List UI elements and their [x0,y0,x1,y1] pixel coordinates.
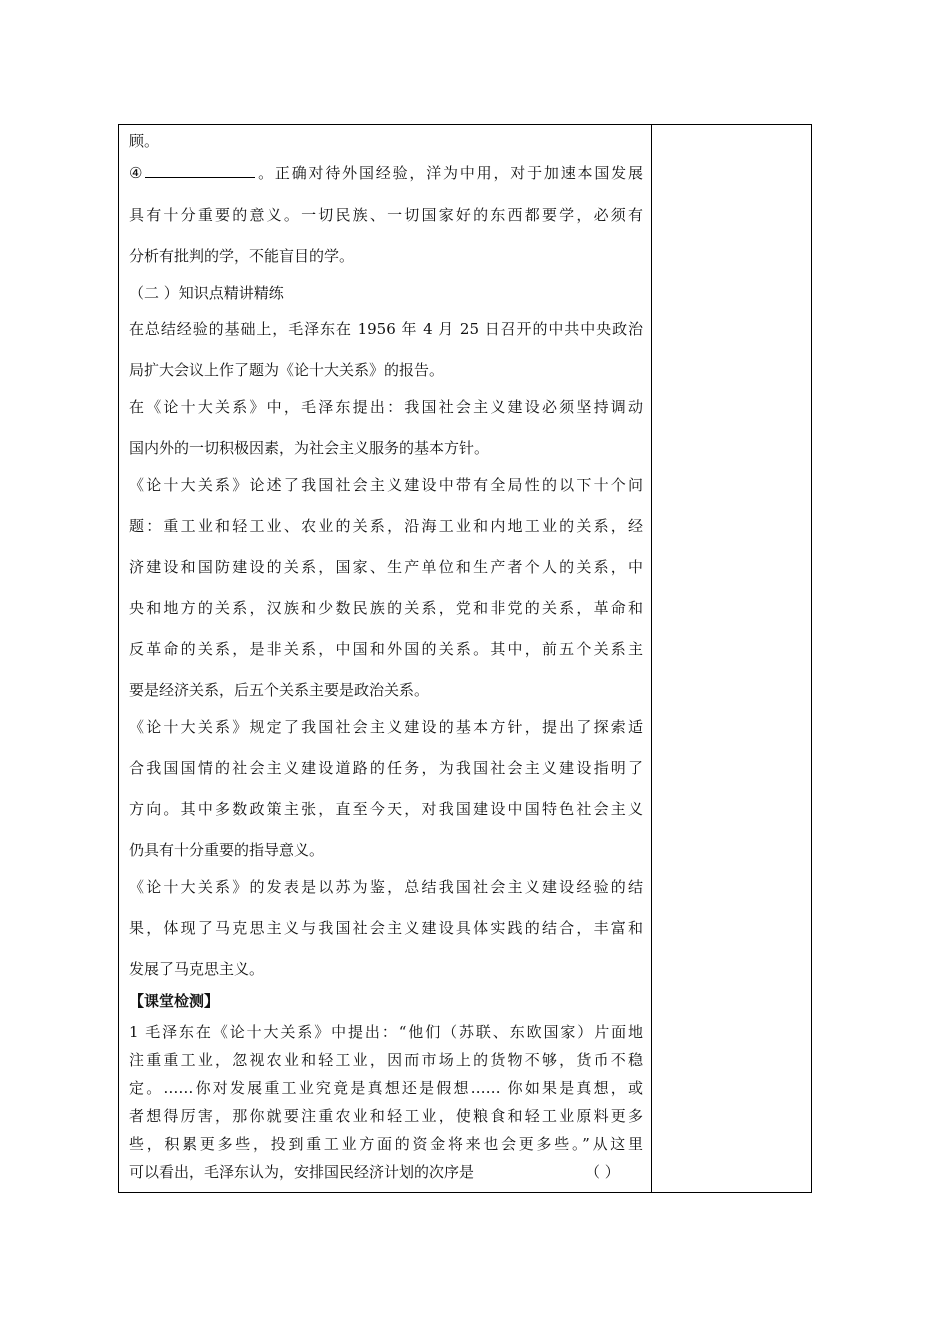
question-line: 注重重工业，忽视农业和轻工业，因而市场上的货物不够，货币不稳 [129,1051,643,1069]
text-line: 题：重工业和轻工业、农业的关系，沿海工业和内地工业的关系，经 [129,517,643,535]
answer-blank[interactable]: （ ） [585,1163,620,1181]
text-line: 《论十大关系》论述了我国社会主义建设中带有全局性的以下十个问 [129,476,643,494]
text-line: 局扩大会议上作了题为《论十大关系》的报告。 [129,361,445,379]
text-line: 分析有批判的学，不能盲目的学。 [129,247,355,265]
text-line: 顾。 [129,132,160,150]
text-line: 《论十大关系》的发表是以苏为鉴，总结我国社会主义建设经验的结 [129,878,643,896]
text-line: 济建设和国防建设的关系，国家、生产单位和生产者个人的关系，中 [129,558,643,576]
text-line: 果，体现了马克思主义与我国社会主义建设具体实践的结合，丰富和 [129,919,643,937]
question-line: 可以看出，毛泽东认为，安排国民经济计划的次序是 （ ） [129,1163,620,1181]
text-line: 方向。其中多数政策主张，直至今天，对我国建设中国特色社会主义 [129,800,643,818]
question-line: 者想得厉害，那你就要注重农业和轻工业，使粮食和轻工业原料更多 [129,1107,643,1125]
text-line-blank: ④ 。正确对待外国经验，洋为中用，对于加速本国发展 [129,164,643,182]
content-table [118,124,812,1193]
notes-cell [652,125,811,1192]
text-line: 具有十分重要的意义。一切民族、一切国家好的东西都要学，必须有 [129,206,643,224]
text-line: 仍具有十分重要的指导意义。 [129,841,325,859]
text-line: 要是经济关系，后五个关系主要是政治关系。 [129,681,430,699]
text-line: 合我国国情的社会主义建设道路的任务，为我国社会主义建设指明了 [129,759,643,777]
text-line: 在总结经验的基础上，毛泽东在 1956 年 4 月 25 日召开的中共中央政治 [129,320,643,338]
text-line: 反革命的关系，是非关系，中国和外国的关系。其中，前五个关系主 [129,640,643,658]
fill-in-blank[interactable] [145,163,255,178]
section-heading-quiz: 【课堂检测】 [129,992,220,1010]
section-heading: （二 ）知识点精讲精练 [129,284,284,302]
text-line: 央和地方的关系，汉族和少数民族的关系，党和非党的关系，革命和 [129,599,643,617]
text-line: 国内外的一切积极因素，为社会主义服务的基本方针。 [129,439,490,457]
question-line: 定。……你对发展重工业究竟是真想还是假想…… 你如果是真想，或 [129,1079,643,1097]
circled-number: ④ [129,164,145,182]
text-line: 《论十大关系》规定了我国社会主义建设的基本方针，提出了探索适 [129,718,643,736]
text-line: 在《论十大关系》中，毛泽东提出：我国社会主义建设必须坚持调动 [129,398,643,416]
question-line: 些，积累更多些，投到重工业方面的资金将来也会更多些。”从这里 [129,1135,643,1153]
question-line: 1 毛泽东在《论十大关系》中提出：“他们（苏联、东欧国家）片面地 [129,1023,643,1041]
text-line: 发展了马克思主义。 [129,960,265,978]
